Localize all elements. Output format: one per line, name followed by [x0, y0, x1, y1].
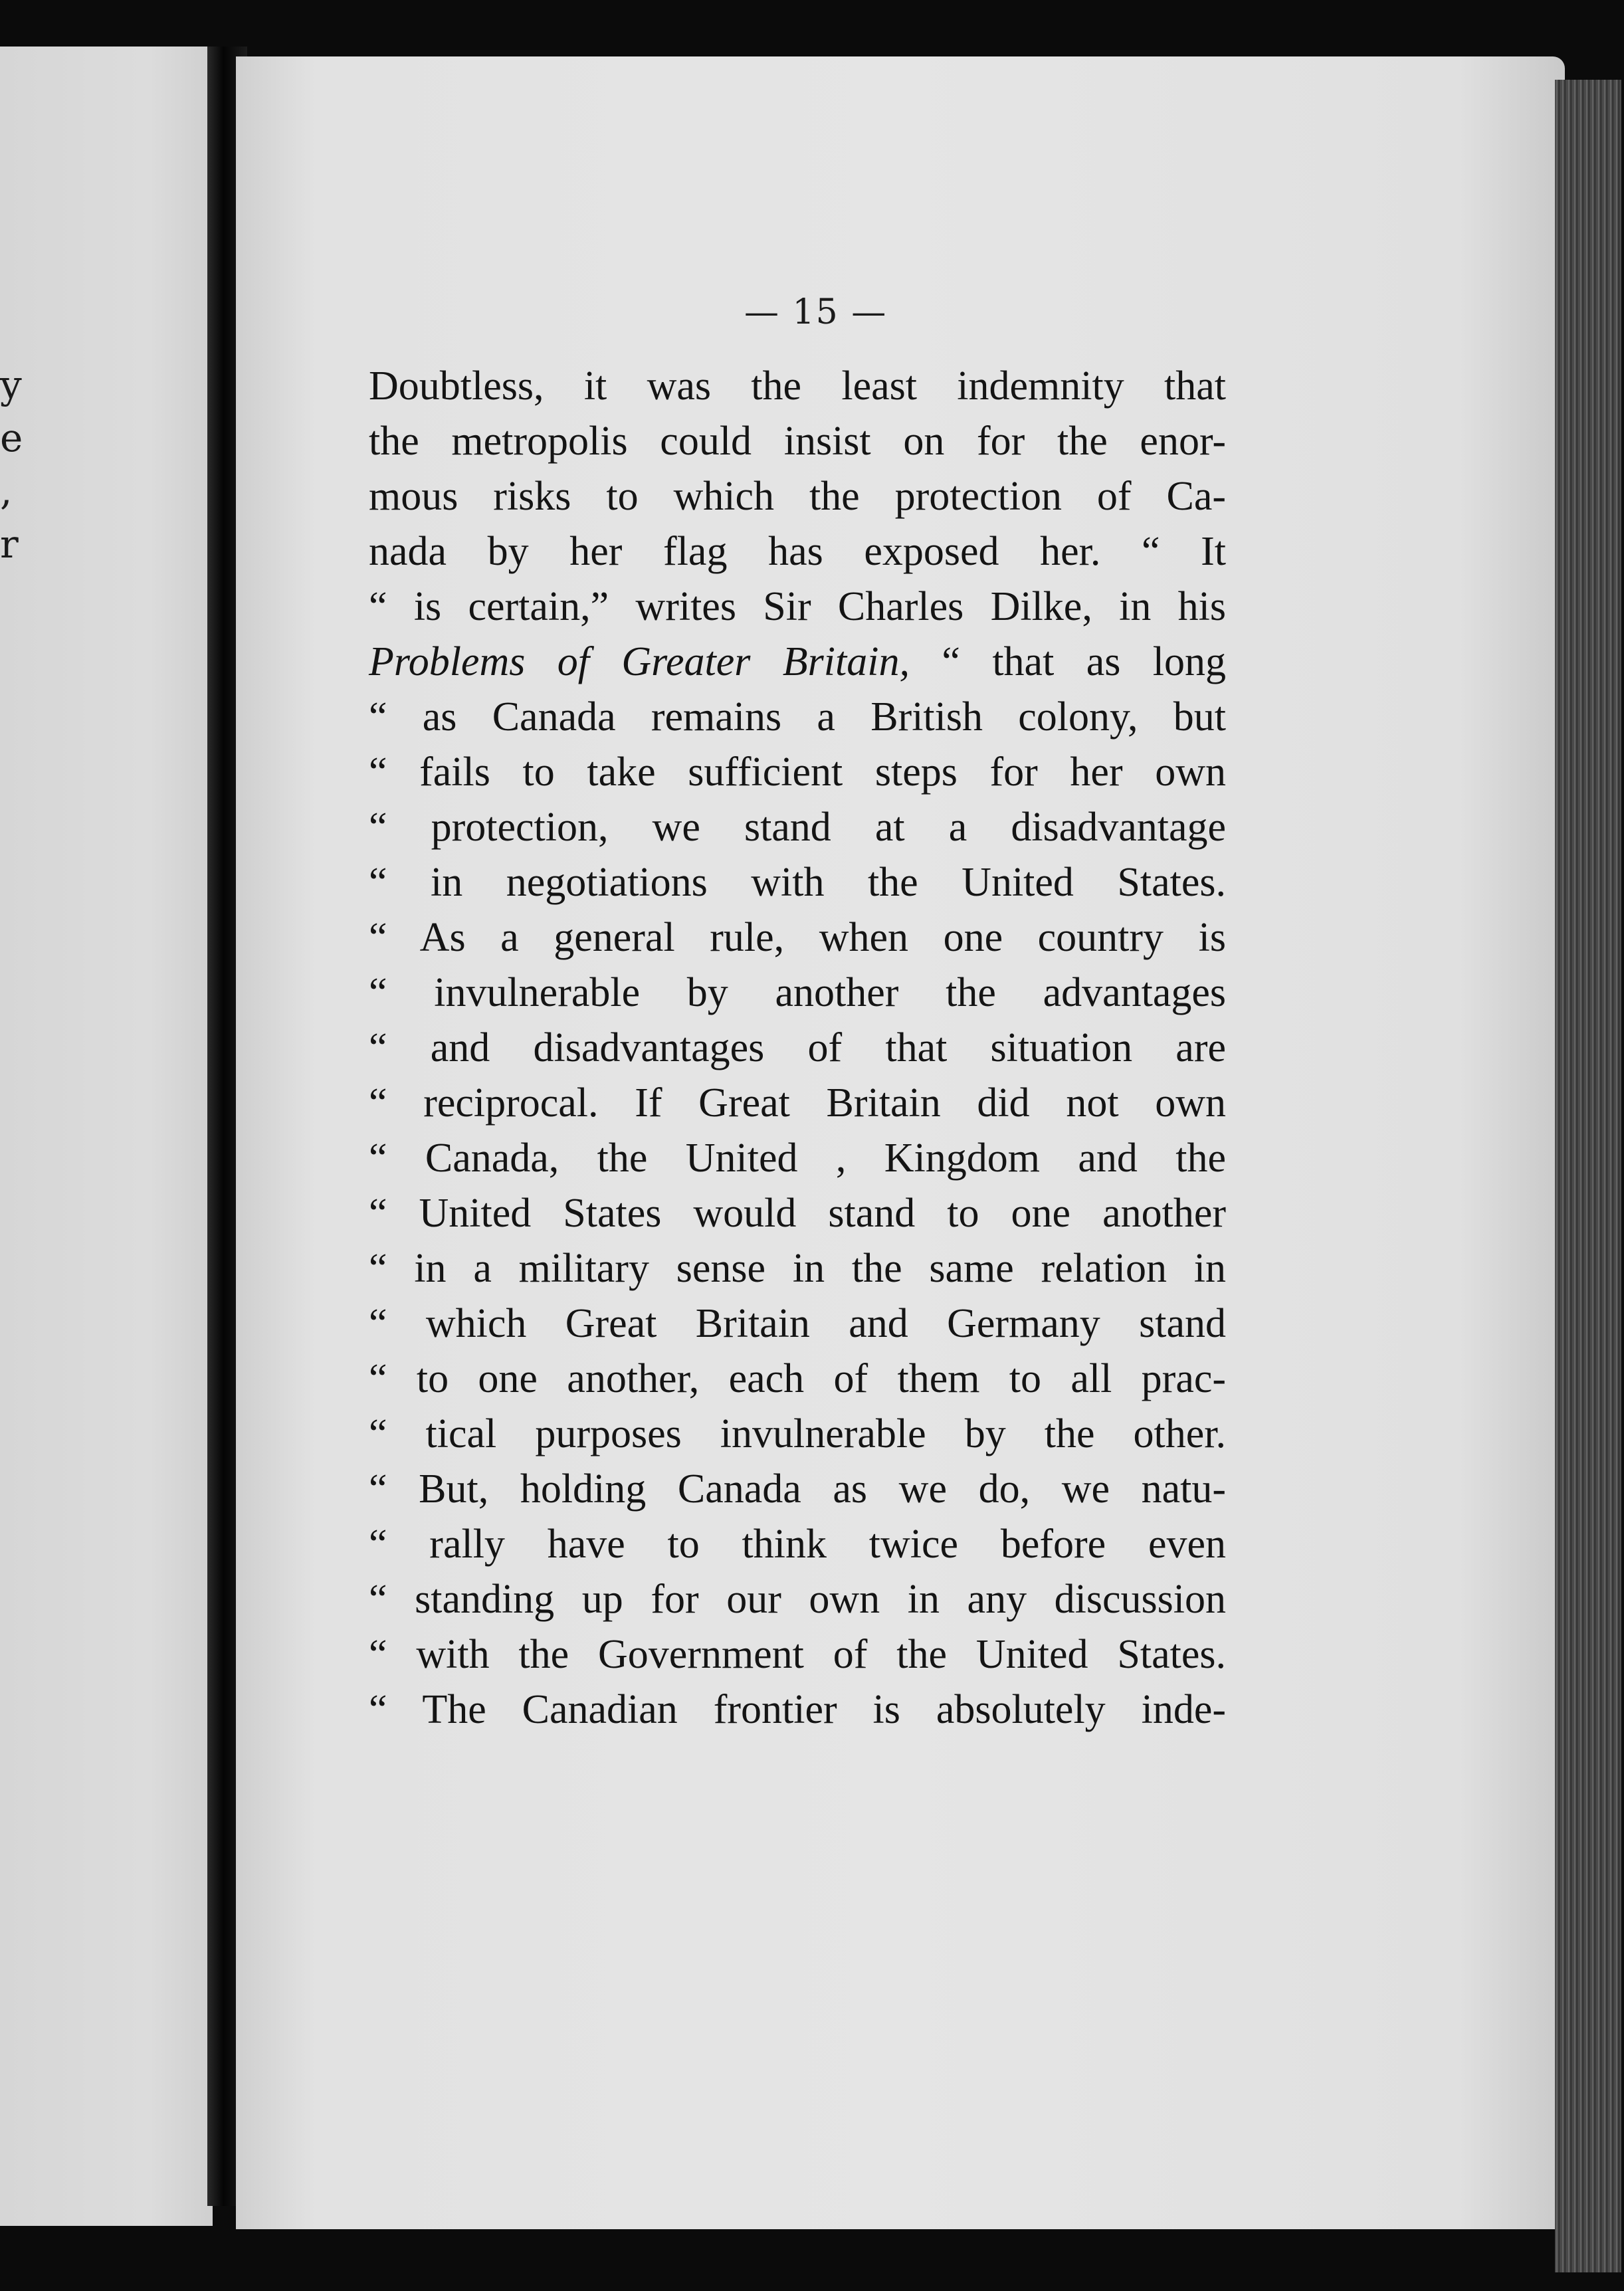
left-page-fragment: r — [0, 522, 19, 567]
left-facing-page — [0, 47, 213, 2226]
page-number: — 15 — — [744, 292, 888, 332]
text-line: “ fails to take sufficient steps for her own — [369, 749, 1226, 795]
text-line: “ tical purposes invulnerable by the other. — [369, 1411, 1226, 1456]
text-line: “ in negotiations with the United States. — [369, 860, 1226, 905]
text-line — [369, 635, 1226, 690]
page-edge-stack — [1555, 80, 1621, 2272]
text-line: “ invulnerable by another the advantages — [369, 970, 1226, 1015]
text-line: “ protection, we stand at a disadvantage — [369, 805, 1226, 850]
book-title-italic: Problems of Greater Britain, — [369, 639, 910, 684]
text-line: nada by her flag has exposed her. “ It — [369, 529, 1226, 574]
text-line: “ As a general rule, when one country is — [369, 915, 1226, 960]
text-line: “ and disadvantages of that situation are — [369, 1025, 1226, 1070]
left-page-fragment: y — [0, 362, 22, 407]
text-line: Doubtless, it was the least indemnity that — [369, 363, 1226, 409]
text-line: “ rally have to think twice before even — [369, 1522, 1226, 1567]
text-line: the metropolis could insist on for the enor- — [369, 419, 1226, 464]
text-line: “ as Canada remains a British colony, but — [369, 694, 1226, 740]
text-line: “ reciprocal. If Great Britain did not own — [369, 1080, 1226, 1126]
text-line: “ in a military sense in the same relation in — [369, 1246, 1226, 1291]
text-line-segment: “ that as long — [909, 639, 1226, 684]
left-page-fragment: e — [0, 415, 23, 460]
text-line: “ Canada, the United , Kingdom and the — [369, 1136, 1226, 1181]
body-text — [369, 359, 1226, 1738]
text-line: “ with the Government of the United States. — [369, 1632, 1226, 1677]
left-page-fragment: , — [0, 468, 13, 514]
text-line: “ But, holding Canada as we do, we natu- — [369, 1466, 1226, 1512]
text-line: “ United States would stand to one another — [369, 1191, 1226, 1236]
text-line: “ standing up for our own in any discussion — [369, 1577, 1226, 1622]
text-line: “ The Canadian frontier is absolutely inde- — [369, 1687, 1226, 1732]
text-line: mous risks to which the protection of Ca- — [369, 474, 1226, 519]
text-line: “ which Great Britain and Germany stand — [369, 1301, 1226, 1346]
text-line: “ is certain,” writes Sir Charles Dilke, in his — [369, 584, 1226, 629]
text-line: “ to one another, each of them to all prac- — [369, 1356, 1226, 1401]
